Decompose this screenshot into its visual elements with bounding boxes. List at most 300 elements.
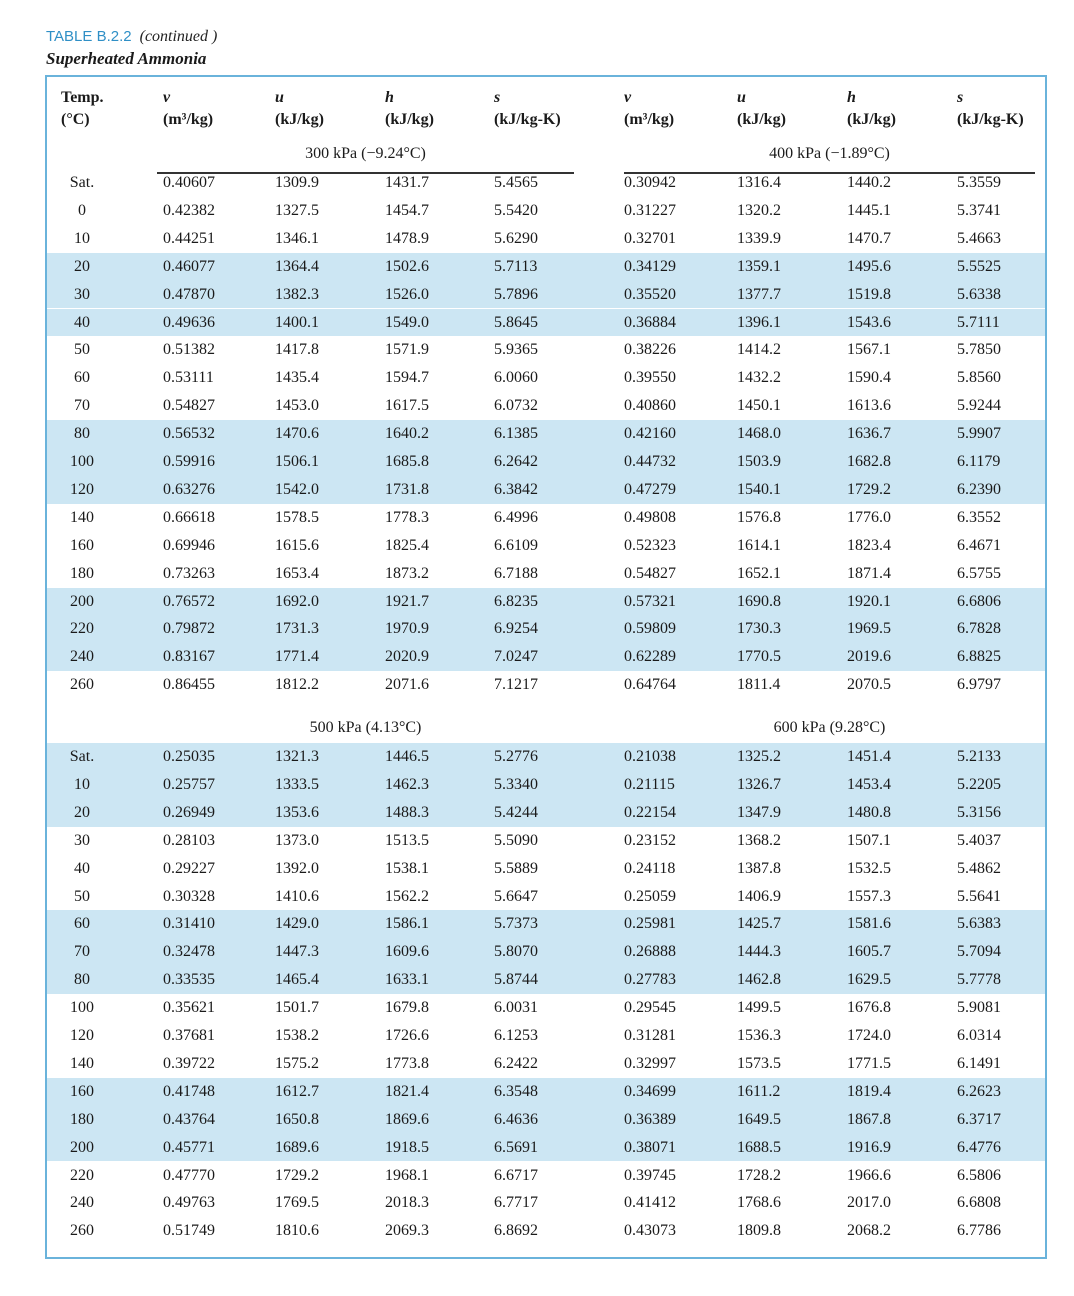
value-cell: 2018.3: [385, 1194, 429, 1212]
table-row: [47, 938, 1045, 966]
value-cell: 1444.3: [737, 943, 781, 961]
table-row: [47, 448, 1045, 476]
temp-cell: 10: [74, 775, 90, 793]
table-row: [47, 910, 1045, 938]
value-cell: 1339.9: [737, 229, 781, 247]
value-cell: 1499.5: [737, 999, 781, 1017]
table-row: [47, 281, 1045, 309]
value-cell: 0.39550: [624, 369, 676, 387]
table-row: [47, 799, 1045, 827]
value-cell: 0.38071: [624, 1138, 676, 1156]
column-header: [275, 87, 324, 137]
value-cell: 0.39722: [163, 1054, 215, 1072]
temp-header-unit: (°C): [61, 111, 90, 128]
table-row: [47, 1162, 1045, 1190]
value-cell: 1316.4: [737, 174, 781, 191]
value-cell: 1470.7: [847, 229, 891, 247]
value-cell: 2019.6: [847, 648, 891, 666]
value-cell: 1519.8: [847, 285, 891, 303]
value-cell: 0.47279: [624, 480, 676, 498]
table-row: [47, 169, 1045, 197]
value-cell: 1867.8: [847, 1110, 891, 1128]
column-header: [957, 87, 1024, 137]
table-row: [47, 1050, 1045, 1078]
table-row: [47, 615, 1045, 643]
value-cell: 0.86455: [163, 676, 215, 694]
value-cell: 0.36884: [624, 313, 676, 331]
column-unit: (kJ/kg): [737, 111, 786, 128]
pressure-section-title: 400 kPa (−1.89°C): [769, 145, 890, 162]
value-cell: 0.59916: [163, 453, 215, 470]
temp-cell: 240: [70, 1194, 94, 1212]
value-cell: 1724.0: [847, 1027, 891, 1044]
temp-cell: 200: [70, 592, 94, 610]
temp-cell: 50: [74, 887, 90, 905]
temp-cell: 40: [74, 859, 90, 877]
value-cell: 5.4663: [957, 229, 1001, 247]
value-cell: 1321.3: [275, 748, 319, 765]
value-cell: 1325.2: [737, 748, 781, 765]
column-header: [737, 87, 786, 137]
value-cell: 0.29227: [163, 859, 215, 877]
value-cell: 1968.1: [385, 1166, 429, 1184]
temp-cell: 220: [70, 1166, 94, 1184]
table-row: [47, 1078, 1045, 1106]
value-cell: 1679.8: [385, 999, 429, 1017]
value-cell: 1549.0: [385, 313, 429, 331]
value-cell: 1581.6: [847, 915, 891, 933]
value-cell: 1453.4: [847, 775, 891, 793]
value-cell: 1538.1: [385, 859, 429, 877]
value-cell: 5.6290: [494, 229, 538, 247]
value-cell: 1809.8: [737, 1222, 781, 1240]
value-cell: 5.6647: [494, 887, 538, 905]
table-row: [47, 476, 1045, 504]
temp-cell: 260: [70, 676, 94, 694]
value-cell: 0.29545: [624, 999, 676, 1017]
value-cell: 6.6808: [957, 1194, 1001, 1212]
table-row: [47, 392, 1045, 420]
value-cell: 6.6806: [957, 592, 1001, 610]
value-cell: 0.63276: [163, 480, 215, 498]
value-cell: 1431.7: [385, 174, 429, 191]
value-cell: 2069.3: [385, 1222, 429, 1240]
value-cell: 1778.3: [385, 508, 429, 526]
value-cell: 0.43764: [163, 1110, 215, 1128]
temp-cell: 60: [74, 369, 90, 387]
value-cell: 1676.8: [847, 999, 891, 1017]
value-cell: 1364.4: [275, 257, 319, 275]
value-cell: 6.9254: [494, 620, 538, 638]
column-symbol: s: [957, 89, 964, 106]
value-cell: 1633.1: [385, 971, 429, 989]
value-cell: 1611.2: [737, 1082, 781, 1100]
value-cell: 1918.5: [385, 1138, 429, 1156]
value-cell: 1812.2: [275, 676, 319, 694]
column-header: [847, 87, 896, 137]
value-cell: 0.57321: [624, 592, 676, 610]
value-cell: 0.51382: [163, 341, 215, 359]
value-cell: 1690.8: [737, 592, 781, 610]
value-cell: 1377.7: [737, 285, 781, 303]
value-cell: 1612.7: [275, 1082, 319, 1100]
value-cell: 1685.8: [385, 453, 429, 470]
value-cell: 1728.2: [737, 1166, 781, 1184]
value-cell: 6.7786: [957, 1222, 1001, 1240]
value-cell: 0.28103: [163, 831, 215, 849]
value-cell: 0.35520: [624, 285, 676, 303]
value-cell: 1507.1: [847, 831, 891, 849]
value-cell: 1810.6: [275, 1222, 319, 1240]
value-cell: 1689.6: [275, 1138, 319, 1156]
table-row: [47, 855, 1045, 883]
value-cell: 0.44732: [624, 453, 676, 470]
temp-cell: 200: [70, 1138, 94, 1156]
value-cell: 6.2623: [957, 1082, 1001, 1100]
value-cell: 1417.8: [275, 341, 319, 359]
value-cell: 1916.9: [847, 1138, 891, 1156]
temp-cell: 70: [74, 943, 90, 961]
value-cell: 6.0732: [494, 397, 538, 415]
table-row: [47, 1189, 1045, 1217]
value-cell: 1819.4: [847, 1082, 891, 1100]
value-cell: 1576.8: [737, 508, 781, 526]
value-cell: 1688.5: [737, 1138, 781, 1156]
value-cell: 1513.5: [385, 831, 429, 849]
value-cell: 6.1491: [957, 1054, 1001, 1072]
value-cell: 5.7373: [494, 915, 538, 933]
value-cell: 5.3340: [494, 775, 538, 793]
value-cell: 1478.9: [385, 229, 429, 247]
value-cell: 1575.2: [275, 1054, 319, 1072]
value-cell: 1771.5: [847, 1054, 891, 1072]
value-cell: 2068.2: [847, 1222, 891, 1240]
value-cell: 6.4671: [957, 536, 1001, 554]
value-cell: 1771.4: [275, 648, 319, 666]
table-row: [47, 827, 1045, 855]
value-cell: 1578.5: [275, 508, 319, 526]
value-cell: 1396.1: [737, 313, 781, 331]
value-cell: 1440.2: [847, 174, 891, 191]
column-unit: (kJ/kg): [385, 111, 434, 128]
value-cell: 5.9365: [494, 341, 538, 359]
temp-cell: 180: [70, 1110, 94, 1128]
value-cell: 0.27783: [624, 971, 676, 989]
column-symbol: h: [385, 89, 394, 106]
temp-cell: 50: [74, 341, 90, 359]
value-cell: 1536.3: [737, 1027, 781, 1044]
value-cell: 1571.9: [385, 341, 429, 359]
pressure-section-title: 500 kPa (4.13°C): [309, 719, 422, 736]
value-cell: 1871.4: [847, 564, 891, 582]
value-cell: 1462.8: [737, 971, 781, 989]
value-cell: 1768.6: [737, 1194, 781, 1212]
value-cell: 0.56532: [163, 425, 215, 443]
value-cell: 6.6109: [494, 536, 538, 554]
value-cell: 1823.4: [847, 536, 891, 554]
table-row: [47, 966, 1045, 994]
value-cell: 1502.6: [385, 257, 429, 275]
value-cell: 2070.5: [847, 676, 891, 694]
table-row: [47, 253, 1045, 281]
value-cell: 0.31227: [624, 201, 676, 219]
value-cell: 0.26888: [624, 943, 676, 961]
value-cell: 1445.1: [847, 201, 891, 219]
value-cell: 5.2133: [957, 748, 1001, 765]
value-cell: 0.22154: [624, 803, 676, 821]
value-cell: 0.49808: [624, 508, 676, 526]
temp-cell: 0: [78, 201, 86, 219]
temp-cell: 10: [74, 229, 90, 247]
table-row: [47, 771, 1045, 799]
value-cell: 1614.1: [737, 536, 781, 554]
value-cell: 5.2776: [494, 748, 538, 765]
value-cell: 1821.4: [385, 1082, 429, 1100]
value-cell: 1470.6: [275, 425, 319, 443]
temp-cell: 220: [70, 620, 94, 638]
value-cell: 5.4244: [494, 803, 538, 821]
value-cell: 0.25059: [624, 887, 676, 905]
value-cell: 5.8645: [494, 313, 538, 331]
value-cell: 1540.1: [737, 480, 781, 498]
value-cell: 5.5420: [494, 201, 538, 219]
value-cell: 5.7113: [494, 257, 538, 275]
value-cell: 0.83167: [163, 648, 215, 666]
value-cell: 1359.1: [737, 257, 781, 275]
value-cell: 5.3741: [957, 201, 1001, 219]
value-cell: 0.52323: [624, 536, 676, 554]
value-cell: 6.1385: [494, 425, 538, 443]
table-row: [47, 743, 1045, 771]
column-symbol: h: [847, 89, 856, 106]
value-cell: 1769.5: [275, 1194, 319, 1212]
value-cell: 0.47770: [163, 1166, 215, 1184]
value-cell: 0.21115: [624, 775, 675, 793]
value-cell: 6.5755: [957, 564, 1001, 582]
temp-cell: 240: [70, 648, 94, 666]
value-cell: 0.38226: [624, 341, 676, 359]
value-cell: 7.0247: [494, 648, 538, 666]
value-cell: 0.59809: [624, 620, 676, 638]
value-cell: 1326.7: [737, 775, 781, 793]
value-cell: 1309.9: [275, 174, 319, 191]
table-id: TABLE B.2.2: [46, 28, 132, 45]
column-symbol: v: [624, 89, 632, 106]
column-symbol: s: [494, 89, 501, 106]
value-cell: 1387.8: [737, 859, 781, 877]
value-cell: 0.66618: [163, 508, 215, 526]
pressure-section-title: 600 kPa (9.28°C): [773, 719, 886, 736]
table-row: [47, 643, 1045, 671]
column-unit: (kJ/kg-K): [957, 111, 1024, 128]
value-cell: 1429.0: [275, 915, 319, 933]
value-cell: 6.1179: [957, 453, 1001, 470]
value-cell: 1495.6: [847, 257, 891, 275]
value-cell: 0.39745: [624, 1166, 676, 1184]
value-cell: 6.3842: [494, 480, 538, 498]
value-cell: 5.6338: [957, 285, 1001, 303]
temp-cell: 160: [70, 1082, 94, 1100]
value-cell: 0.31281: [624, 1027, 676, 1044]
value-cell: 1573.5: [737, 1054, 781, 1072]
value-cell: 1650.8: [275, 1110, 319, 1128]
value-cell: 2071.6: [385, 676, 429, 694]
value-cell: 1447.3: [275, 943, 319, 961]
value-cell: 0.76572: [163, 592, 215, 610]
value-cell: 5.7850: [957, 341, 1001, 359]
table-row: [47, 504, 1045, 532]
value-cell: 6.7828: [957, 620, 1001, 638]
value-cell: 5.3559: [957, 174, 1001, 191]
value-cell: 5.8070: [494, 943, 538, 961]
value-cell: 5.8744: [494, 971, 538, 989]
temp-cell: 120: [70, 1027, 94, 1044]
temp-header-label: Temp.: [61, 89, 104, 106]
temp-cell: 30: [74, 831, 90, 849]
temp-cell: 20: [74, 257, 90, 275]
value-cell: 0.37681: [163, 1027, 215, 1044]
table-row: [47, 994, 1045, 1022]
value-cell: 6.8825: [957, 648, 1001, 666]
value-cell: 1730.3: [737, 620, 781, 638]
value-cell: 1503.9: [737, 453, 781, 470]
value-cell: 0.62289: [624, 648, 676, 666]
value-cell: 1451.4: [847, 748, 891, 765]
table-row: [47, 197, 1045, 225]
table-row: [47, 883, 1045, 911]
temp-cell: 140: [70, 1054, 94, 1072]
value-cell: 1970.9: [385, 620, 429, 638]
value-cell: 1605.7: [847, 943, 891, 961]
value-cell: 1501.7: [275, 999, 319, 1017]
value-cell: 6.0314: [957, 1027, 1001, 1044]
value-cell: 1462.3: [385, 775, 429, 793]
value-cell: 1613.6: [847, 397, 891, 415]
value-cell: 6.3717: [957, 1110, 1001, 1128]
column-unit: (kJ/kg): [847, 111, 896, 128]
value-cell: 1333.5: [275, 775, 319, 793]
table-row: [47, 588, 1045, 616]
value-cell: 1392.0: [275, 859, 319, 877]
value-cell: 1327.5: [275, 201, 319, 219]
value-cell: 6.2422: [494, 1054, 538, 1072]
value-cell: 0.24118: [624, 859, 676, 877]
temp-cell: 30: [74, 285, 90, 303]
value-cell: 0.32701: [624, 229, 676, 247]
value-cell: 1538.2: [275, 1027, 319, 1044]
column-header: [624, 87, 674, 137]
value-cell: 5.7778: [957, 971, 1001, 989]
value-cell: 1873.2: [385, 564, 429, 582]
value-cell: 1731.8: [385, 480, 429, 498]
value-cell: 5.4862: [957, 859, 1001, 877]
column-symbol: u: [275, 89, 284, 106]
value-cell: 1652.1: [737, 564, 781, 582]
value-cell: 0.25981: [624, 915, 676, 933]
value-cell: 0.43073: [624, 1222, 676, 1240]
value-cell: 1346.1: [275, 229, 319, 247]
value-cell: 1557.3: [847, 887, 891, 905]
temp-cell: 20: [74, 803, 90, 821]
table-row: [47, 225, 1045, 253]
value-cell: 1776.0: [847, 508, 891, 526]
value-cell: 6.3552: [957, 508, 1001, 526]
value-cell: 1406.9: [737, 887, 781, 905]
value-cell: 7.1217: [494, 676, 538, 694]
value-cell: 1435.4: [275, 369, 319, 387]
value-cell: 1731.3: [275, 620, 319, 638]
value-cell: 6.0060: [494, 369, 538, 387]
temp-cell: 100: [70, 999, 94, 1017]
value-cell: 1373.0: [275, 831, 319, 849]
value-cell: 6.0031: [494, 999, 538, 1017]
temp-cell: 180: [70, 564, 94, 582]
value-cell: 0.46077: [163, 257, 215, 275]
table-frame: [45, 75, 1047, 1259]
table-title: Superheated Ammonia: [46, 49, 207, 68]
value-cell: 1653.4: [275, 564, 319, 582]
value-cell: 1506.1: [275, 453, 319, 470]
temp-cell: 80: [74, 971, 90, 989]
column-unit: (kJ/kg-K): [494, 111, 561, 128]
value-cell: 0.51749: [163, 1222, 215, 1240]
value-cell: 0.42160: [624, 425, 676, 443]
value-cell: 0.79872: [163, 620, 215, 638]
value-cell: 1640.2: [385, 425, 429, 443]
temp-cell: 80: [74, 425, 90, 443]
value-cell: 1353.6: [275, 803, 319, 821]
value-cell: 0.23152: [624, 831, 676, 849]
value-cell: 1682.8: [847, 453, 891, 470]
value-cell: 0.45771: [163, 1138, 215, 1156]
value-cell: 1488.3: [385, 803, 429, 821]
value-cell: 0.33535: [163, 971, 215, 989]
value-cell: 0.26949: [163, 803, 215, 821]
value-cell: 0.54827: [163, 397, 215, 415]
value-cell: 1368.2: [737, 831, 781, 849]
column-header: [494, 87, 561, 137]
value-cell: 1969.5: [847, 620, 891, 638]
column-unit: (m³/kg): [163, 111, 214, 128]
value-cell: 0.42382: [163, 201, 215, 219]
column-header: [385, 87, 434, 137]
table-row: [47, 420, 1045, 448]
value-cell: 0.49636: [163, 313, 215, 331]
value-cell: 2017.0: [847, 1194, 891, 1212]
table-row: [47, 336, 1045, 364]
value-cell: 5.3156: [957, 803, 1001, 821]
caption-line: [46, 26, 446, 48]
value-cell: 1615.6: [275, 536, 319, 554]
value-cell: 5.4565: [494, 174, 538, 191]
temp-cell: 100: [70, 453, 94, 470]
value-cell: 6.7717: [494, 1194, 538, 1212]
table-caption: [46, 26, 446, 70]
table-row: [47, 1106, 1045, 1134]
value-cell: 0.30942: [624, 174, 676, 191]
table-row: [47, 532, 1045, 560]
temp-cell: 60: [74, 915, 90, 933]
value-cell: 1542.0: [275, 480, 319, 498]
value-cell: 6.3548: [494, 1082, 538, 1100]
value-cell: 1450.1: [737, 397, 781, 415]
value-cell: 5.7094: [957, 943, 1001, 961]
value-cell: 5.5889: [494, 859, 538, 877]
value-cell: 1825.4: [385, 536, 429, 554]
temp-cell: 120: [70, 480, 94, 498]
value-cell: 1966.6: [847, 1166, 891, 1184]
value-cell: 0.44251: [163, 229, 215, 247]
